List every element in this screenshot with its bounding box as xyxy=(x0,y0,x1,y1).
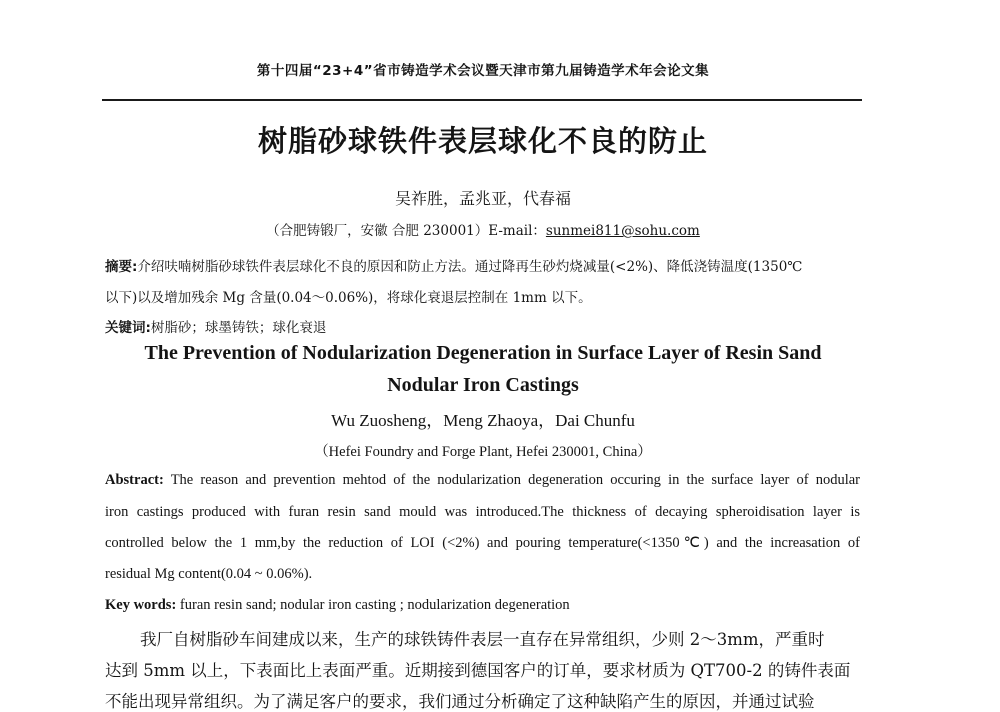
body-paragraph-line-1: 我厂自树脂砂车间建成以来，生产的球铁铸件表层一直存在异常组织，少则 2～3mm，严重时 xyxy=(140,630,825,649)
keywords-cn-label: 关键词: xyxy=(105,320,151,336)
abstract-en-line-2: iron castings produced with furan resin sand mould was introduced.The thickness of decaying spheroidisation layer is xyxy=(105,504,860,520)
abstract-cn-line-2: 以下)以及增加残余 Mg 含量(0.04～0.06%)，将球化衰退层控制在 1mm 以下。 xyxy=(105,290,592,306)
abstract-en-text-1: The reason and prevention mehtod of the nodularization degeneration occuring in the surface layer of nodular xyxy=(170,472,860,488)
abstract-cn-label: 摘要: xyxy=(105,259,138,275)
keywords-en-text: furan resin sand; nodular iron casting ; nodularization degeneration xyxy=(179,597,570,613)
authors-cn: 吴祚胜，孟兆亚，代春福 xyxy=(394,189,571,208)
paper-title-en-line-2: Nodular Iron Castings xyxy=(387,374,579,396)
header-rule xyxy=(102,99,862,101)
keywords-cn xyxy=(105,316,326,336)
abstract-en-line-1 xyxy=(105,472,860,489)
abstract-en-line-3: controlled below the 1 mm,by the reduction of LOI (<2%) and pouring temperature(<1350℃) and the increasation of xyxy=(105,535,860,551)
email-link[interactable]: sunmei811@sohu.com xyxy=(545,223,700,239)
paper-title-en-line-1: The Prevention of Nodularization Degeneration in Surface Layer of Resin Sand xyxy=(144,342,822,364)
abstract-cn-line-1 xyxy=(105,255,802,275)
abstract-en-line-4: residual Mg content(0.04 ~ 0.06%). xyxy=(105,566,313,582)
proceedings-header: 第十四届“23+4”省市铸造学术会议暨天津市第九届铸造学术年会论文集 xyxy=(256,63,710,79)
keywords-cn-text: 树脂砂；球墨铸铁；球化衰退 xyxy=(150,320,327,336)
keywords-en xyxy=(105,597,860,614)
paper-title-cn: 树脂砂球铁件表层球化不良的防止 xyxy=(257,124,708,158)
authors-en: Wu Zuosheng，Meng Zhaoya，Dai Chunfu xyxy=(331,411,635,430)
body-paragraph-line-2: 达到 5mm 以上，下表面比上表面严重。近期接到德国客户的订单，要求材质为 QT700-2 的铸件表面 xyxy=(105,661,851,680)
abstract-en-label: Abstract: xyxy=(105,472,164,488)
affiliation-en: （Hefei Foundry and Forge Plant, Hefei 230001, China） xyxy=(314,444,652,460)
body-paragraph-line-3: 不能出现异常组织。为了满足客户的要求，我们通过分析确定了这种缺陷产生的原因，并通过试验 xyxy=(105,692,815,711)
affiliation-cn xyxy=(104,219,862,239)
keywords-en-label: Key words: xyxy=(105,597,177,613)
affiliation-cn-text: （合肥铸锻厂，安徽 合肥 230001）E-mail： xyxy=(266,223,546,239)
abstract-cn-text-1: 介绍呋喃树脂砂球铁件表层球化不良的原因和防止方法。通过降再生砂灼烧减量(<2%)、降低浇铸温度(1350℃ xyxy=(137,259,803,275)
